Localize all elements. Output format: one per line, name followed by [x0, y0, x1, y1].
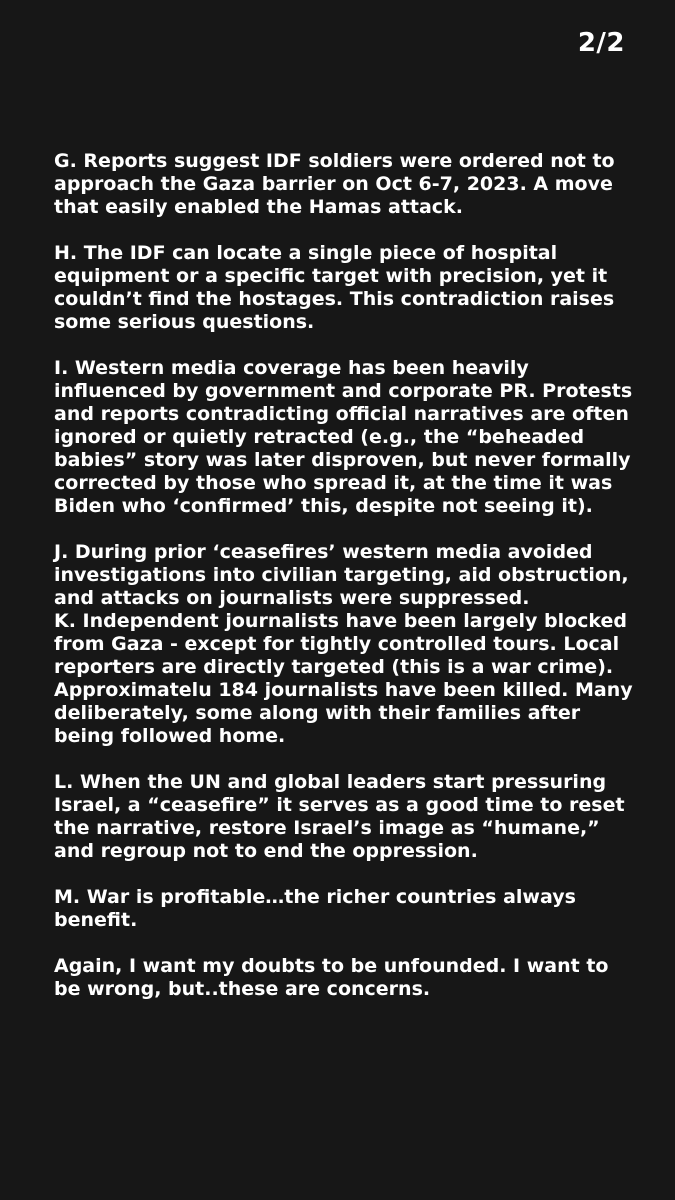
page-counter: 2/2	[577, 28, 625, 58]
paragraph-j: J. During prior ‘ceasefires’ western media avoided investigations into civilian targeting, aid obstruction, and attacks on journalists were suppressed.	[54, 541, 629, 609]
paragraph-closing: Again, I want my doubts to be unfounded. I want to be wrong, but..these are concerns.	[54, 955, 609, 1000]
paragraph-m: M. War is profitable…the richer countries always benefit.	[54, 886, 576, 931]
paragraph-i: I. Western media coverage has been heavily influenced by government and corporate PR. Protests and reports contradicting official narratives are often ignored or quietly retracted (e.g., the “beheaded babies” story was later disproven, but never formally corrected by those who spread it, at the time it was Biden who ‘confirmed’ this, despite not seeing it).	[54, 357, 633, 517]
paragraph-k: K. Independent journalists have been largely blocked from Gaza - except for tightly controlled tours. Local reporters are directly targeted (this is a war crime). Approximatelu 184 journalists have been killed. Many deliberately, some along with their families after being followed home.	[54, 610, 633, 747]
paragraph-h: H. The IDF can locate a single piece of hospital equipment or a specific target with precision, yet it couldn’t find the hostages. This contradiction raises some serious questions.	[54, 242, 615, 333]
paragraph-g: G. Reports suggest IDF soldiers were ordered not to approach the Gaza barrier on Oct 6-7, 2023. A move that easily enabled the Hamas attack.	[54, 150, 615, 218]
story-text-body	[54, 150, 634, 1024]
paragraph-l: L. When the UN and global leaders start pressuring Israel, a “ceasefire” it serves as a good time to reset the narrative, restore Israel’s image as “humane,” and regroup not to end the oppression.	[54, 771, 625, 862]
